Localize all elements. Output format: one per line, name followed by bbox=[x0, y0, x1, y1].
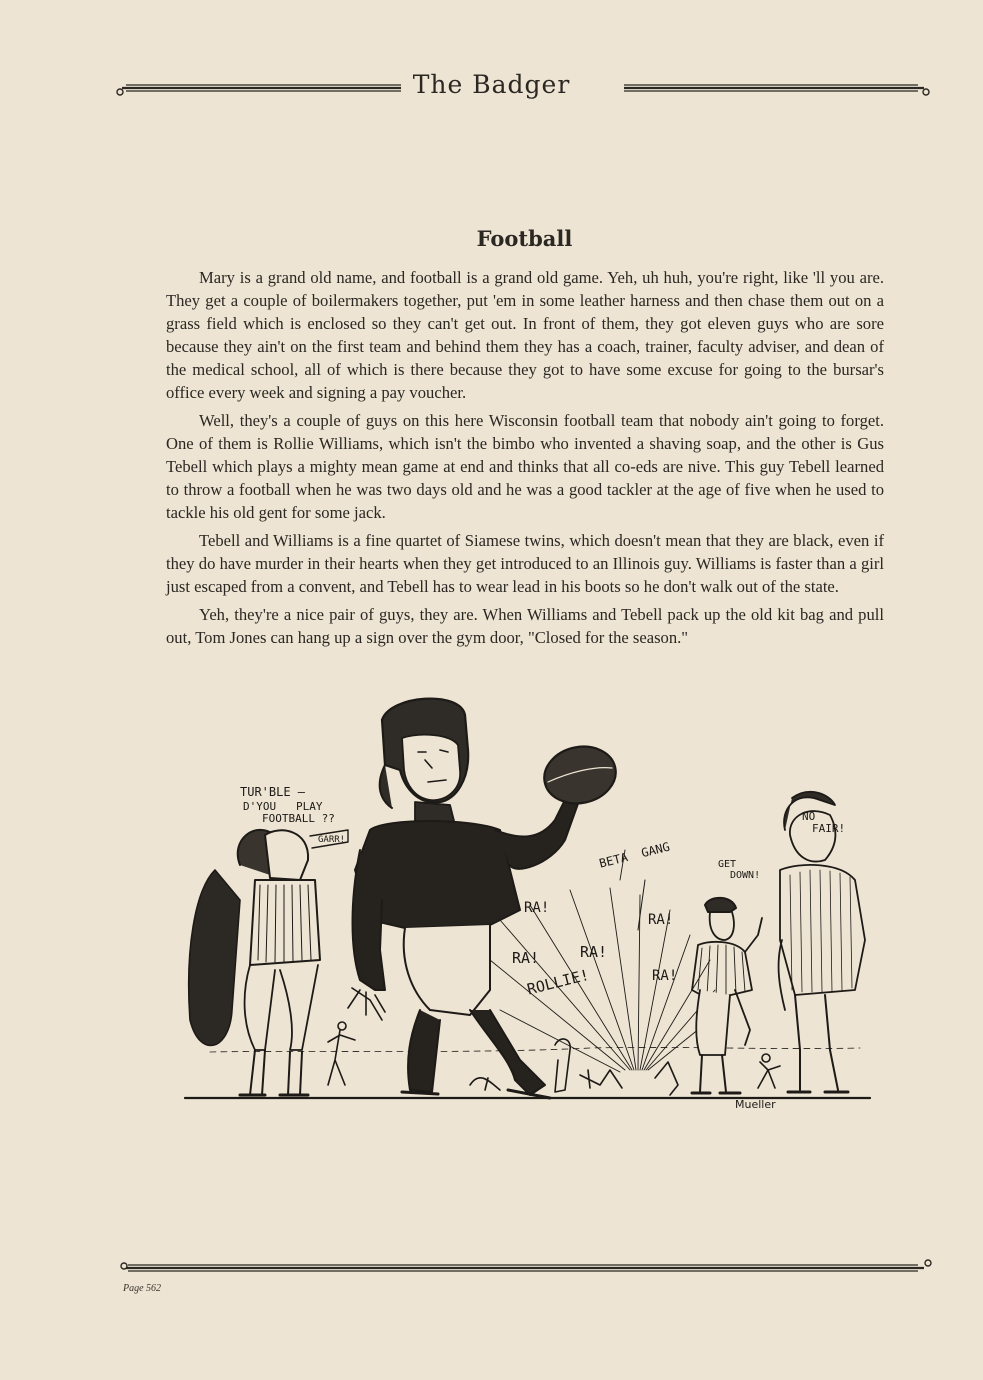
page-number: Page 562 bbox=[123, 1283, 162, 1294]
cartoon-cheer-ra: RA! bbox=[512, 949, 540, 967]
cartoon-caption-beta-gang: BETA GANG bbox=[597, 839, 672, 871]
cartoon-cheer-ra: RA! bbox=[648, 912, 674, 928]
right-player-figure bbox=[779, 792, 865, 1092]
article-title: Football bbox=[476, 226, 573, 251]
football-drawing bbox=[539, 740, 621, 810]
article-paragraph: Tebell and Williams is a fine quartet of Siamese twins, which doesn't mean that they are black, even if they do have murder in their hearts when they get introduced to an Illinois guy. Williams is faster than a girl just escaped from a convent, and Tebell has to wear lead in his boots so he don't walk out of the state. bbox=[166, 531, 884, 596]
cartoon-caption-get: GET bbox=[718, 859, 737, 870]
cartoon-caption-turble: TUR'BLE — bbox=[240, 785, 306, 799]
cartoon-caption-garr: GARR! bbox=[318, 835, 346, 845]
header-title bbox=[0, 70, 983, 99]
cartoon-cheer-ra: RA! bbox=[580, 943, 608, 961]
header-title-text: The Badger bbox=[401, 70, 583, 99]
cartoon-cheer-rollie: ROLLIE! bbox=[525, 965, 591, 999]
article-body bbox=[166, 266, 884, 654]
cartoon-caption-football: FOOTBALL ?? bbox=[262, 812, 335, 825]
article-paragraph: Well, they's a couple of guys on this here Wisconsin football team that nobody ain't going to forget. One of them is Rollie Williams, which isn't the bimbo who invented a shaving soap, and the other is Gus Tebell which plays a mighty mean game at end and thinks that all co-eds are nive. This guy Tebell learned to throw a football when he was two days old and he was a good tackler at the age of five when he used to tackle his old gent for some jack. bbox=[166, 411, 884, 522]
cartoon-caption-play: D'YOU PLAY bbox=[243, 800, 323, 813]
footer-ornamental-rule bbox=[112, 1256, 934, 1278]
cartoon-caption-no: NO bbox=[802, 810, 816, 823]
cartoon-caption-down: DOWN! bbox=[730, 870, 761, 881]
left-player-figure bbox=[189, 830, 348, 1095]
coach-figure bbox=[692, 898, 762, 1093]
article-paragraph: Mary is a grand old name, and football is a grand old game. Yeh, uh huh, you're right, like 'll you are. They get a couple of boilermakers together, put 'em in some leather harness and then chase them out on a grass field which is enclosed so they can't get out. In front of them, they got eleven guys who are sore because they ain't on the first team and behind them they has a coach, trainer, faculty adviser, and dean of the medical school, all of which is there because they got to have some excuse for going to the bursar's office every week and signing a pay voucher. bbox=[166, 268, 884, 402]
main-player-figure bbox=[348, 699, 580, 1098]
article-paragraph: Yeh, they're a nice pair of guys, they are. When Williams and Tebell pack up the old kit bag and pull out, Tom Jones can hang up a sign over the gym door, "Closed for the season." bbox=[166, 605, 884, 647]
cartoon-cheer-ra: RA! bbox=[652, 968, 678, 984]
artist-signature: Mueller bbox=[735, 1098, 776, 1111]
cartoon-caption-fair: FAIR! bbox=[812, 822, 846, 835]
cartoon-cheer-ra: RA! bbox=[524, 900, 550, 916]
